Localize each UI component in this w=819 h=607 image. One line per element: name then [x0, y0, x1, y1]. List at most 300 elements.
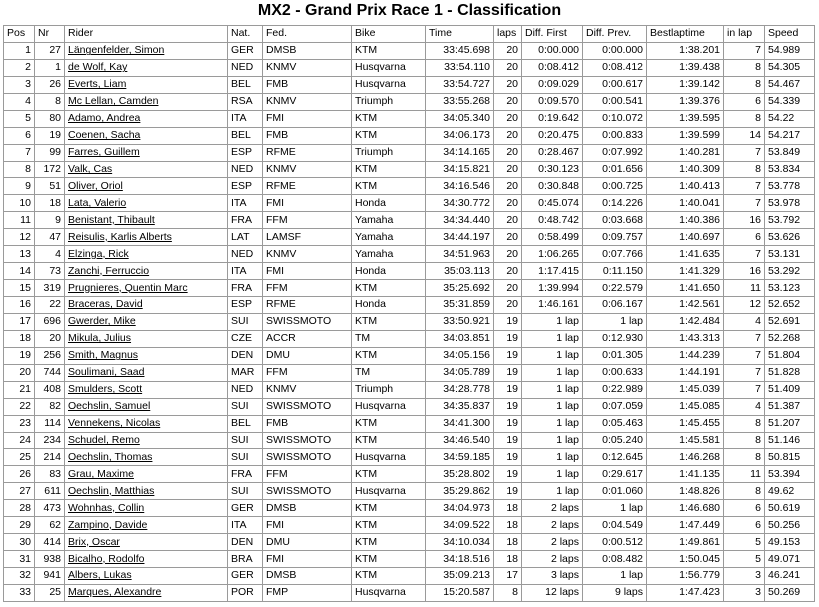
cell-diff-first: 1 lap — [522, 330, 583, 347]
cell-diff-first: 2 laps — [522, 551, 583, 568]
cell-laps: 19 — [494, 313, 522, 330]
rider-link[interactable]: Elzinga, Rick — [65, 246, 228, 263]
cell-diff-first: 1 lap — [522, 381, 583, 398]
cell-fed: KNMV — [263, 59, 352, 76]
cell-bike: Triumph — [352, 381, 426, 398]
cell-laps: 20 — [494, 263, 522, 280]
cell-laps: 19 — [494, 483, 522, 500]
cell-laps: 20 — [494, 161, 522, 178]
cell-fed: FMB — [263, 127, 352, 144]
cell-fed: SWISSMOTO — [263, 398, 352, 415]
rider-link[interactable]: Soulimani, Saad — [65, 364, 228, 381]
cell-diff-first: 0:08.412 — [522, 59, 583, 76]
cell-bestlaptime: 1:40.281 — [647, 144, 724, 161]
cell-diff-first: 0:19.642 — [522, 110, 583, 127]
cell-speed: 49.071 — [765, 551, 815, 568]
cell-in-lap: 6 — [724, 93, 765, 110]
cell-time: 34:28.778 — [426, 381, 494, 398]
cell-speed: 46.241 — [765, 568, 815, 585]
rider-link[interactable]: Schudel, Remo — [65, 432, 228, 449]
cell-diff-prev: 0:08.412 — [583, 59, 647, 76]
cell-diff-prev: 0:22.989 — [583, 381, 647, 398]
table-row — [4, 483, 815, 500]
cell-fed: SWISSMOTO — [263, 449, 352, 466]
cell-in-lap: 16 — [724, 212, 765, 229]
cell-pos: 2 — [4, 59, 35, 76]
cell-pos: 13 — [4, 246, 35, 263]
cell-nat: GER — [228, 568, 263, 585]
rider-link[interactable]: Oechslin, Thomas — [65, 449, 228, 466]
cell-speed: 50.619 — [765, 500, 815, 517]
cell-nr: 1 — [35, 59, 65, 76]
cell-bike: KTM — [352, 347, 426, 364]
cell-bestlaptime: 1:40.413 — [647, 178, 724, 195]
cell-diff-prev: 0:00.725 — [583, 178, 647, 195]
cell-bestlaptime: 1:48.826 — [647, 483, 724, 500]
table-row — [4, 584, 815, 601]
cell-nat: SUI — [228, 313, 263, 330]
table-row — [4, 551, 815, 568]
cell-fed: KNMV — [263, 93, 352, 110]
cell-time: 34:04.973 — [426, 500, 494, 517]
cell-diff-first: 0:48.742 — [522, 212, 583, 229]
cell-in-lap: 8 — [724, 59, 765, 76]
cell-diff-first: 1:06.265 — [522, 246, 583, 263]
rider-link[interactable]: Braceras, David — [65, 297, 228, 314]
classification-table — [3, 25, 815, 602]
cell-diff-first: 1 lap — [522, 347, 583, 364]
col-header-nat[interactable]: Nat. — [228, 26, 263, 43]
cell-bestlaptime: 1:47.423 — [647, 584, 724, 601]
cell-time: 34:16.546 — [426, 178, 494, 195]
cell-time: 34:35.837 — [426, 398, 494, 415]
cell-diff-prev: 0:00.541 — [583, 93, 647, 110]
cell-nr: 473 — [35, 500, 65, 517]
rider-link[interactable]: Albers, Lukas — [65, 568, 228, 585]
header-row — [4, 26, 815, 43]
cell-pos: 6 — [4, 127, 35, 144]
cell-bestlaptime: 1:44.191 — [647, 364, 724, 381]
cell-bestlaptime: 1:40.041 — [647, 195, 724, 212]
cell-pos: 21 — [4, 381, 35, 398]
cell-fed: SWISSMOTO — [263, 483, 352, 500]
cell-bestlaptime: 1:46.680 — [647, 500, 724, 517]
cell-pos: 29 — [4, 517, 35, 534]
col-header-bestlaptime[interactable]: Bestlaptime — [647, 26, 724, 43]
col-header-bike[interactable]: Bike — [352, 26, 426, 43]
table-row — [4, 127, 815, 144]
table-row — [4, 347, 815, 364]
rider-link[interactable]: Bicalho, Rodolfo — [65, 551, 228, 568]
rider-link[interactable]: de Wolf, Kay — [65, 59, 228, 76]
cell-speed: 53.978 — [765, 195, 815, 212]
cell-diff-first: 12 laps — [522, 584, 583, 601]
table-row — [4, 195, 815, 212]
cell-nat: ESP — [228, 144, 263, 161]
table-row — [4, 517, 815, 534]
cell-diff-prev: 0:00.512 — [583, 534, 647, 551]
cell-time: 35:09.213 — [426, 568, 494, 585]
table-row — [4, 568, 815, 585]
cell-fed: FMB — [263, 415, 352, 432]
cell-time: 34:03.851 — [426, 330, 494, 347]
cell-speed: 51.804 — [765, 347, 815, 364]
cell-fed: RFME — [263, 144, 352, 161]
cell-nat: ITA — [228, 195, 263, 212]
cell-nr: 22 — [35, 297, 65, 314]
cell-nat: ITA — [228, 517, 263, 534]
cell-fed: ACCR — [263, 330, 352, 347]
cell-pos: 5 — [4, 110, 35, 127]
cell-fed: FMI — [263, 195, 352, 212]
cell-in-lap: 11 — [724, 466, 765, 483]
col-header-in-lap[interactable]: in lap — [724, 26, 765, 43]
cell-nat: SUI — [228, 398, 263, 415]
cell-nr: 172 — [35, 161, 65, 178]
cell-nr: 51 — [35, 178, 65, 195]
cell-bike: KTM — [352, 534, 426, 551]
cell-in-lap: 5 — [724, 534, 765, 551]
cell-bestlaptime: 1:49.861 — [647, 534, 724, 551]
cell-pos: 1 — [4, 42, 35, 59]
cell-diff-prev: 0:03.668 — [583, 212, 647, 229]
rider-link[interactable]: Farres, Guillem — [65, 144, 228, 161]
cell-pos: 22 — [4, 398, 35, 415]
cell-bestlaptime: 1:50.045 — [647, 551, 724, 568]
cell-diff-prev: 0:12.645 — [583, 449, 647, 466]
cell-in-lap: 12 — [724, 297, 765, 314]
cell-time: 35:25.692 — [426, 280, 494, 297]
cell-laps: 20 — [494, 195, 522, 212]
cell-in-lap: 7 — [724, 246, 765, 263]
cell-speed: 51.146 — [765, 432, 815, 449]
cell-nr: 9 — [35, 212, 65, 229]
table-row — [4, 263, 815, 280]
cell-laps: 20 — [494, 59, 522, 76]
rider-link[interactable]: Gwerder, Mike — [65, 313, 228, 330]
rider-link[interactable]: Oliver, Oriol — [65, 178, 228, 195]
cell-fed: FFM — [263, 280, 352, 297]
cell-nr: 4 — [35, 246, 65, 263]
cell-bike: KTM — [352, 42, 426, 59]
cell-laps: 19 — [494, 381, 522, 398]
cell-in-lap: 8 — [724, 432, 765, 449]
cell-in-lap: 3 — [724, 568, 765, 585]
cell-nr: 214 — [35, 449, 65, 466]
cell-fed: SWISSMOTO — [263, 432, 352, 449]
cell-fed: RFME — [263, 178, 352, 195]
col-header-laps[interactable]: laps — [494, 26, 522, 43]
cell-pos: 30 — [4, 534, 35, 551]
rider-link[interactable]: Marques, Alexandre — [65, 584, 228, 601]
cell-diff-first: 1 lap — [522, 398, 583, 415]
cell-bike: Husqvarna — [352, 76, 426, 93]
cell-pos: 14 — [4, 263, 35, 280]
cell-bestlaptime: 1:45.039 — [647, 381, 724, 398]
cell-pos: 20 — [4, 364, 35, 381]
table-row — [4, 432, 815, 449]
cell-speed: 51.207 — [765, 415, 815, 432]
cell-nat: ESP — [228, 297, 263, 314]
cell-time: 33:55.268 — [426, 93, 494, 110]
cell-diff-first: 1 lap — [522, 449, 583, 466]
cell-bike: KTM — [352, 161, 426, 178]
col-header-rider[interactable]: Rider — [65, 26, 228, 43]
rider-link[interactable]: Everts, Liam — [65, 76, 228, 93]
cell-time: 34:05.340 — [426, 110, 494, 127]
cell-nr: 19 — [35, 127, 65, 144]
col-header-diff-first[interactable]: Diff. First — [522, 26, 583, 43]
cell-nat: ESP — [228, 178, 263, 195]
cell-time: 34:46.540 — [426, 432, 494, 449]
cell-nat: FRA — [228, 466, 263, 483]
cell-nr: 83 — [35, 466, 65, 483]
cell-laps: 19 — [494, 449, 522, 466]
cell-bestlaptime: 1:47.449 — [647, 517, 724, 534]
cell-bike: Honda — [352, 263, 426, 280]
cell-laps: 18 — [494, 517, 522, 534]
rider-link[interactable]: Brix, Oscar — [65, 534, 228, 551]
cell-in-lap: 16 — [724, 263, 765, 280]
cell-pos: 3 — [4, 76, 35, 93]
cell-pos: 8 — [4, 161, 35, 178]
cell-time: 34:30.772 — [426, 195, 494, 212]
cell-diff-first: 1 lap — [522, 364, 583, 381]
rider-link[interactable]: Valk, Cas — [65, 161, 228, 178]
cell-time: 34:09.522 — [426, 517, 494, 534]
cell-time: 34:59.185 — [426, 449, 494, 466]
cell-fed: FFM — [263, 466, 352, 483]
cell-in-lap: 8 — [724, 110, 765, 127]
cell-diff-prev: 9 laps — [583, 584, 647, 601]
cell-speed: 49.153 — [765, 534, 815, 551]
cell-pos: 7 — [4, 144, 35, 161]
cell-laps: 20 — [494, 212, 522, 229]
cell-diff-prev: 0:12.930 — [583, 330, 647, 347]
cell-nat: MAR — [228, 364, 263, 381]
cell-bestlaptime: 1:46.268 — [647, 449, 724, 466]
cell-laps: 20 — [494, 76, 522, 93]
cell-bestlaptime: 1:42.484 — [647, 313, 724, 330]
rider-link[interactable]: Lata, Valerio — [65, 195, 228, 212]
table-row — [4, 161, 815, 178]
cell-pos: 28 — [4, 500, 35, 517]
cell-speed: 53.131 — [765, 246, 815, 263]
cell-nat: BEL — [228, 76, 263, 93]
cell-laps: 19 — [494, 398, 522, 415]
cell-in-lap: 6 — [724, 500, 765, 517]
rider-link[interactable]: Mikula, Julius — [65, 330, 228, 347]
cell-laps: 20 — [494, 229, 522, 246]
cell-diff-first: 0:28.467 — [522, 144, 583, 161]
cell-nat: CZE — [228, 330, 263, 347]
rider-link[interactable]: Zampino, Davide — [65, 517, 228, 534]
rider-link[interactable]: Zanchi, Ferruccio — [65, 263, 228, 280]
cell-nr: 319 — [35, 280, 65, 297]
cell-laps: 20 — [494, 110, 522, 127]
cell-diff-first: 1 lap — [522, 466, 583, 483]
table-row — [4, 178, 815, 195]
cell-pos: 15 — [4, 280, 35, 297]
cell-nr: 938 — [35, 551, 65, 568]
cell-fed: FMI — [263, 110, 352, 127]
cell-in-lap: 7 — [724, 195, 765, 212]
rider-link[interactable]: Smulders, Scott — [65, 381, 228, 398]
cell-speed: 54.305 — [765, 59, 815, 76]
cell-nr: 18 — [35, 195, 65, 212]
cell-in-lap: 6 — [724, 517, 765, 534]
cell-speed: 51.387 — [765, 398, 815, 415]
cell-time: 33:54.110 — [426, 59, 494, 76]
cell-fed: DMU — [263, 347, 352, 364]
rider-link[interactable]: Adamo, Andrea — [65, 110, 228, 127]
cell-pos: 25 — [4, 449, 35, 466]
cell-nr: 8 — [35, 93, 65, 110]
cell-bike: Yamaha — [352, 246, 426, 263]
rider-link[interactable]: Reisulis, Karlis Alberts — [65, 229, 228, 246]
cell-fed: FFM — [263, 364, 352, 381]
cell-time: 34:06.173 — [426, 127, 494, 144]
cell-nat: GER — [228, 500, 263, 517]
cell-diff-prev: 1 lap — [583, 568, 647, 585]
cell-nat: RSA — [228, 93, 263, 110]
cell-bestlaptime: 1:41.135 — [647, 466, 724, 483]
cell-in-lap: 5 — [724, 551, 765, 568]
cell-pos: 12 — [4, 229, 35, 246]
cell-diff-first: 0:45.074 — [522, 195, 583, 212]
cell-speed: 54.467 — [765, 76, 815, 93]
cell-nr: 80 — [35, 110, 65, 127]
cell-bestlaptime: 1:40.386 — [647, 212, 724, 229]
cell-pos: 27 — [4, 483, 35, 500]
cell-nr: 20 — [35, 330, 65, 347]
table-row — [4, 110, 815, 127]
cell-in-lap: 7 — [724, 347, 765, 364]
page-title: MX2 - Grand Prix Race 1 - Classification — [257, 2, 562, 19]
cell-pos: 19 — [4, 347, 35, 364]
rider-link[interactable]: Grau, Maxime — [65, 466, 228, 483]
cell-nr: 27 — [35, 42, 65, 59]
cell-nat: ITA — [228, 110, 263, 127]
cell-fed: FMP — [263, 584, 352, 601]
cell-diff-first: 3 laps — [522, 568, 583, 585]
cell-diff-first: 2 laps — [522, 517, 583, 534]
cell-speed: 51.409 — [765, 381, 815, 398]
table-row — [4, 246, 815, 263]
col-header-pos[interactable]: Pos — [4, 26, 35, 43]
cell-laps: 20 — [494, 144, 522, 161]
table-row — [4, 42, 815, 59]
rider-link[interactable]: Wohnhas, Collin — [65, 500, 228, 517]
col-header-fed[interactable]: Fed. — [263, 26, 352, 43]
cell-in-lap: 8 — [724, 76, 765, 93]
cell-nat: GER — [228, 42, 263, 59]
cell-time: 34:05.156 — [426, 347, 494, 364]
cell-pos: 24 — [4, 432, 35, 449]
cell-nr: 82 — [35, 398, 65, 415]
cell-in-lap: 8 — [724, 161, 765, 178]
rider-link[interactable]: Smith, Magnus — [65, 347, 228, 364]
cell-bestlaptime: 1:42.561 — [647, 297, 724, 314]
rider-link[interactable]: Längenfelder, Simon — [65, 42, 228, 59]
cell-fed: LAMSF — [263, 229, 352, 246]
cell-bike: KTM — [352, 432, 426, 449]
table-row — [4, 398, 815, 415]
cell-fed: DMU — [263, 534, 352, 551]
cell-speed: 52.691 — [765, 313, 815, 330]
cell-diff-prev: 0:29.617 — [583, 466, 647, 483]
cell-bestlaptime: 1:39.142 — [647, 76, 724, 93]
cell-diff-prev: 0:05.240 — [583, 432, 647, 449]
cell-diff-first: 1 lap — [522, 432, 583, 449]
col-header-speed[interactable]: Speed — [765, 26, 815, 43]
rider-link[interactable]: Coenen, Sacha — [65, 127, 228, 144]
cell-speed: 51.828 — [765, 364, 815, 381]
cell-laps: 20 — [494, 127, 522, 144]
cell-bestlaptime: 1:45.085 — [647, 398, 724, 415]
cell-pos: 4 — [4, 93, 35, 110]
col-header-nr[interactable]: Nr — [35, 26, 65, 43]
rider-link[interactable]: Vennekens, Nicolas — [65, 415, 228, 432]
cell-nat: BEL — [228, 127, 263, 144]
cell-diff-prev: 0:09.757 — [583, 229, 647, 246]
cell-laps: 19 — [494, 432, 522, 449]
cell-diff-first: 1 lap — [522, 483, 583, 500]
cell-fed: FFM — [263, 212, 352, 229]
rider-link[interactable]: Mc Lellan, Camden — [65, 93, 228, 110]
col-header-time[interactable]: Time — [426, 26, 494, 43]
cell-bike: Yamaha — [352, 229, 426, 246]
cell-speed: 49.62 — [765, 483, 815, 500]
rider-link[interactable]: Oechslin, Samuel — [65, 398, 228, 415]
cell-time: 35:28.802 — [426, 466, 494, 483]
cell-nat: BEL — [228, 415, 263, 432]
cell-nr: 256 — [35, 347, 65, 364]
cell-nr: 744 — [35, 364, 65, 381]
cell-nr: 408 — [35, 381, 65, 398]
cell-diff-first: 0:20.475 — [522, 127, 583, 144]
cell-diff-prev: 1 lap — [583, 313, 647, 330]
rider-link[interactable]: Prugnieres, Quentin Marc — [65, 280, 228, 297]
cell-time: 34:10.034 — [426, 534, 494, 551]
cell-nr: 414 — [35, 534, 65, 551]
cell-laps: 18 — [494, 534, 522, 551]
cell-speed: 53.792 — [765, 212, 815, 229]
col-header-diff-prev[interactable]: Diff. Prev. — [583, 26, 647, 43]
cell-nr: 234 — [35, 432, 65, 449]
table-row — [4, 59, 815, 76]
cell-bestlaptime: 1:41.650 — [647, 280, 724, 297]
cell-bike: KTM — [352, 280, 426, 297]
cell-speed: 54.339 — [765, 93, 815, 110]
cell-nat: NED — [228, 161, 263, 178]
cell-nat: POR — [228, 584, 263, 601]
cell-nr: 25 — [35, 584, 65, 601]
cell-nr: 47 — [35, 229, 65, 246]
table-row — [4, 449, 815, 466]
cell-diff-prev: 0:00.000 — [583, 42, 647, 59]
cell-bike: Honda — [352, 297, 426, 314]
cell-time: 34:44.197 — [426, 229, 494, 246]
cell-fed: DMSB — [263, 500, 352, 517]
cell-bike: TM — [352, 330, 426, 347]
rider-link[interactable]: Benistant, Thibault — [65, 212, 228, 229]
cell-bike: TM — [352, 364, 426, 381]
cell-nat: DEN — [228, 534, 263, 551]
cell-nr: 114 — [35, 415, 65, 432]
cell-nat: NED — [228, 246, 263, 263]
rider-link[interactable]: Oechslin, Matthias — [65, 483, 228, 500]
